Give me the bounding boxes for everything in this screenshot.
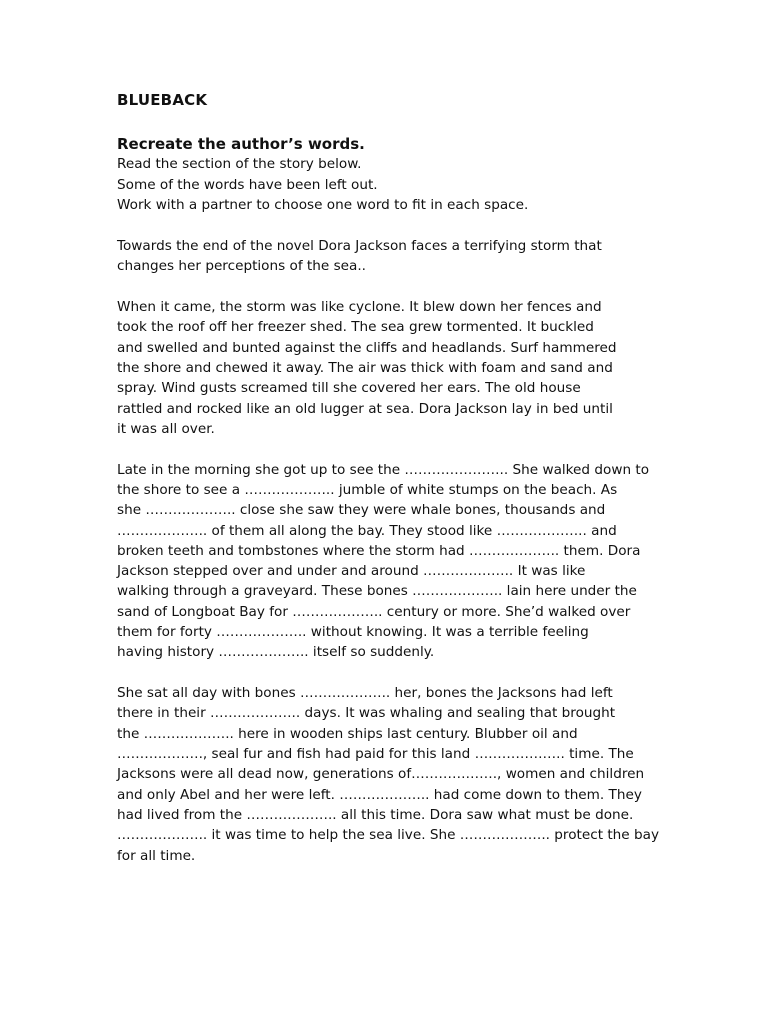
text-line: broken teeth and tombstones where the storm had ……………….. them. Dora <box>117 542 641 559</box>
text-line: ………………., seal fur and fish had paid for this land ……………….. time. The <box>117 746 634 763</box>
text-line: having history ……………….. itself so suddenly. <box>117 644 435 661</box>
text-line: and only Abel and her were left. ……………….. had come down to them. They <box>117 786 642 803</box>
text-line: the shore to see a ……………….. jumble of white stumps on the beach. As <box>117 481 618 498</box>
intro-paragraph <box>117 236 653 277</box>
text-line: walking through a graveyard. These bones ……………….. lain here under the <box>117 583 637 600</box>
text-line: sand of Longboat Bay for ……………….. century or more. She’d walked over <box>117 603 631 620</box>
instruction-line: Work with a partner to choose one word to fit in each space. <box>117 197 529 213</box>
text-line: rattled and rocked like an old lugger at sea. Dora Jackson lay in bed until <box>117 400 613 417</box>
text-line: Jacksons were all dead now, generations of………………., women and children <box>117 766 645 783</box>
text-line: and swelled and bunted against the cliffs and headlands. Surf hammered <box>117 339 617 356</box>
text-line: spray. Wind gusts screamed till she covered her ears. The old house <box>117 380 581 397</box>
text-line: took the roof off her freezer shed. The sea grew tormented. It buckled <box>117 319 594 336</box>
section-heading: Recreate the author’s words. <box>117 135 365 153</box>
text-line: for all time. <box>117 847 196 864</box>
text-line: there in their ……………….. days. It was whaling and sealing that brought <box>117 705 616 722</box>
instruction-line: Read the section of the story below. <box>117 156 362 172</box>
worksheet <box>117 88 659 866</box>
storm-paragraph <box>117 297 653 439</box>
text-line: She sat all day with bones ……………….. her, bones the Jacksons had left <box>117 685 613 702</box>
text-line: them for forty ……………….. without knowing. It was a terrible feeling <box>117 624 589 641</box>
text-line: changes her perceptions of the sea.. <box>117 258 366 275</box>
instructions <box>117 154 653 216</box>
text-line: the ……………….. here in wooden ships last century. Blubber oil and <box>117 725 578 742</box>
text-line: Towards the end of the novel Dora Jackson faces a terrifying storm that <box>117 238 602 254</box>
text-line: Jackson stepped over and under and around ……………….. It was like <box>117 563 586 580</box>
instruction-line: Some of the words have been left out. <box>117 176 378 193</box>
text-line: Late in the morning she got up to see the ………………….. She walked down to <box>117 461 650 478</box>
cloze-paragraph-history <box>117 683 659 866</box>
text-line: it was all over. <box>117 420 215 437</box>
text-line: the shore and chewed it away. The air was thick with foam and sand and <box>117 359 613 376</box>
text-line: had lived from the ……………….. all this time. Dora saw what must be done. <box>117 806 634 823</box>
text-line: ……………….. of them all along the bay. They stood like ……………….. and <box>117 522 617 539</box>
document-title: BLUEBACK <box>117 91 208 109</box>
text-line: she ……………….. close she saw they were whale bones, thousands and <box>117 502 606 519</box>
text-line: ……………….. it was time to help the sea live. She ……………….. protect the bay <box>117 827 659 844</box>
cloze-paragraph-bones <box>117 460 653 663</box>
text-line: When it came, the storm was like cyclone. It blew down her fences and <box>117 299 602 316</box>
